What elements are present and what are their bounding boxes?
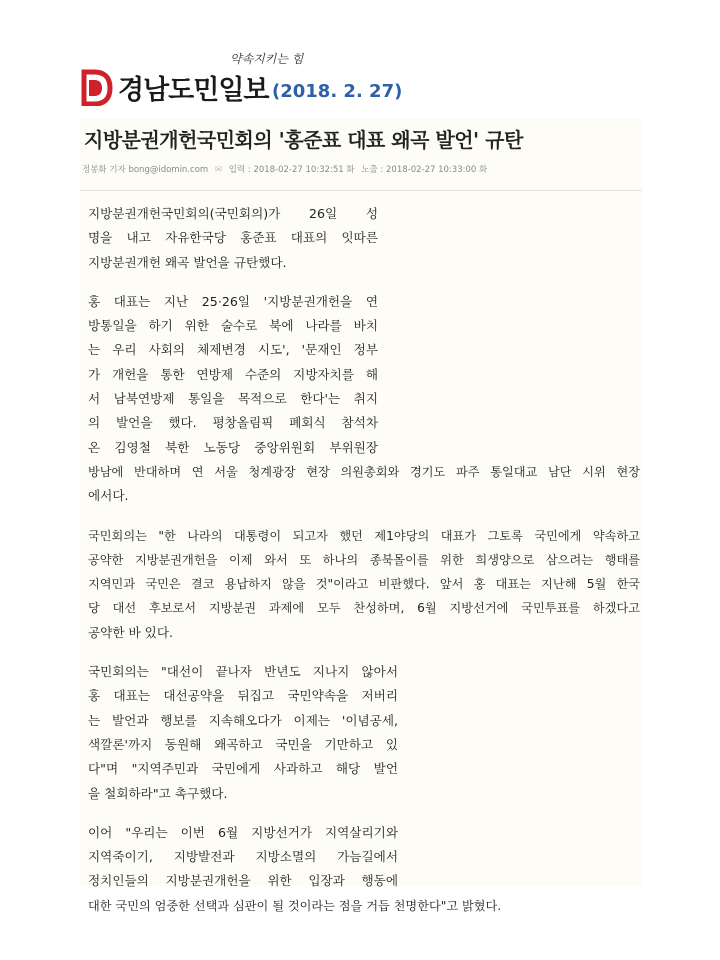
text-line: 정치인들의 지방분권개헌을 위한 입장과 행동에 xyxy=(88,873,398,889)
text-line: 서 남북연방제 통일을 목적으로 한다'는 취지 xyxy=(88,391,378,407)
text-line: 공약한 지방분권개헌을 이제 와서 또 하나의 종북몰이를 위한 희생양으로 삼으려는 행태를 xyxy=(88,552,640,567)
paragraph xyxy=(88,524,640,645)
text-line: 지역죽이기, 지방발전과 지방소멸의 가늠길에서 xyxy=(88,849,398,865)
divider xyxy=(80,190,642,191)
modified-time: 노출 : 2018-02-27 10:33:00 화 xyxy=(361,165,488,175)
text-line: 에서다. xyxy=(88,488,129,504)
email-icon: ✉ xyxy=(214,165,223,175)
article-clipping xyxy=(80,118,642,913)
text-line: 색깔론'까지 동원해 왜곡하고 국민을 기만하고 있 xyxy=(88,736,398,752)
paragraph xyxy=(88,290,640,509)
text-line: 홍 대표는 지난 25·26일 '지방분권개헌을 연 xyxy=(88,293,378,309)
paragraph xyxy=(88,821,640,918)
text-line: 국민회의는 "대선이 끝나자 반년도 지나지 않아서 xyxy=(88,664,398,680)
input-time: 입력 : 2018-02-27 10:32:51 화 xyxy=(228,165,355,175)
text-line: 방남에 반대하며 연 서울 청계광장 현장 의원총회와 경기도 파주 통일대교 남단 시위 현장 xyxy=(88,464,640,479)
text-line: 홍 대표는 대선공약을 뒤집고 국민약속을 저버리 xyxy=(88,688,398,704)
author-byline: 정봉화 기자 bong@idomin.com xyxy=(82,165,209,175)
text-line: 온 김영철 북한 노동당 중앙위원회 부위원장 xyxy=(88,439,378,455)
text-line: 의 발언을 했다. 평창올림픽 폐회식 참석차 xyxy=(88,415,378,431)
text-line: 지방분권개헌국민회의(국민회의)가 26일 성 xyxy=(88,206,378,221)
newspaper-name: 경남도민일보 xyxy=(118,75,269,106)
text-line: 지방분권개헌 왜곡 발언을 규탄했다. xyxy=(88,254,287,270)
text-line: 는 우리 사회의 체제변경 시도', '문재인 정부 xyxy=(88,342,378,358)
text-line: 가 개헌을 통한 연방제 수준의 지방자치를 해 xyxy=(88,366,378,382)
text-line: 방통일을 하기 위한 술수로 북에 나라를 바치 xyxy=(88,318,378,334)
article-body xyxy=(88,202,640,933)
paragraph xyxy=(88,202,378,275)
text-line: 공약한 바 있다. xyxy=(88,624,174,640)
text-line: 는 발언과 행보를 지속해오다가 이제는 '이념공세, xyxy=(88,712,398,728)
article-headline: 지방분권개헌국민회의 '홍준표 대표 왜곡 발언' 규탄 xyxy=(84,128,523,152)
text-line: 지역민과 국민은 결코 용납하지 않을 것"이라고 비판했다. 앞서 홍 대표는 지난해 5월 한국 xyxy=(88,577,640,592)
text-line: 다"며 "지역주민과 국민에게 사과하고 해당 발언 xyxy=(88,761,398,777)
newspaper-logo-icon xyxy=(80,66,114,106)
publication-date: (2018. 2. 27) xyxy=(272,81,403,102)
text-line: 대한 국민의 엄중한 선택과 심판이 될 것이라는 점을 거듭 천명한다"고 밝혔다. xyxy=(88,898,502,913)
masthead-slogan: 약속지키는 힘 xyxy=(230,52,304,66)
article-meta xyxy=(82,163,642,175)
text-line: 국민회의는 "한 나라의 대통령이 되고자 했던 제1야당의 대표가 그토록 국민에게 약속하고 xyxy=(88,528,640,543)
masthead xyxy=(80,50,640,110)
text-line: 을 철회하라"고 촉구했다. xyxy=(88,785,228,801)
text-line: 당 대선 후보로서 지방분권 과제에 모두 찬성하며, 6월 지방선거에 국민투표를 하겠다고 xyxy=(88,601,640,616)
text-line: 명을 내고 자유한국당 홍준표 대표의 잇따른 xyxy=(88,230,378,246)
paragraph xyxy=(88,660,640,806)
text-line: 이어 "우리는 이번 6월 지방선거가 지역살리기와 xyxy=(88,824,398,840)
